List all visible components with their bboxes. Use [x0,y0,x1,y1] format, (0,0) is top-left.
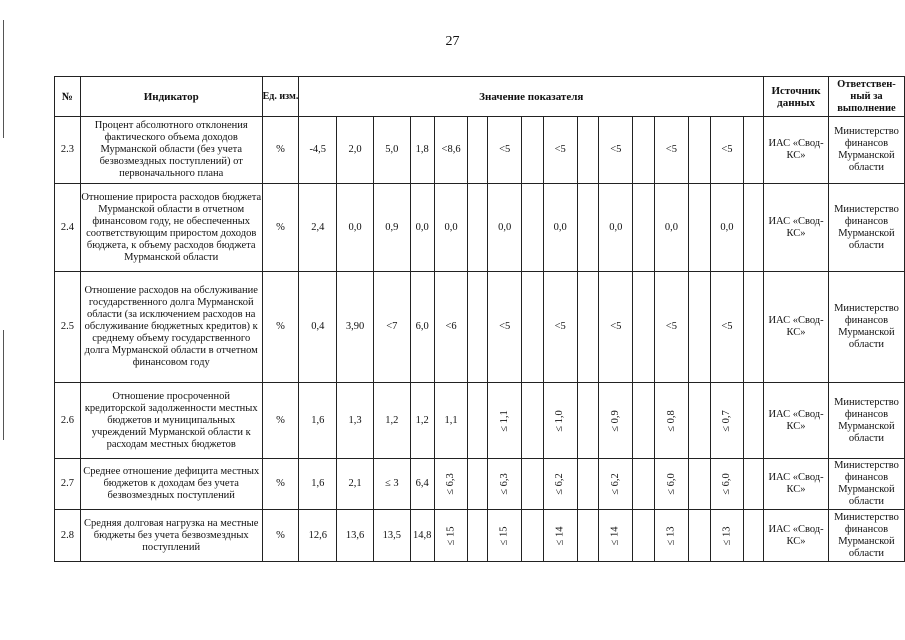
value-text: ≤ 0,8 [665,409,677,432]
value-cell: 1,2 [410,383,434,459]
value-cell [688,184,710,272]
value-text: ≤ 6,0 [720,473,732,495]
responsible-cell: Министерство финансов Мурманской области [828,272,904,383]
value-cell [633,383,655,459]
table-header-row [55,77,905,117]
value-cell: <5 [543,272,577,383]
table-row [55,510,905,562]
responsible-cell: Министерство финансов Мурманской области [828,184,904,272]
value-cell [488,510,522,562]
value-text: ≤ 1,1 [498,409,510,432]
value-cell: 0,0 [337,184,374,272]
row-number: 2.5 [55,272,81,383]
value-text: ≤ 0,9 [609,409,621,432]
value-cell [468,272,488,383]
value-cell [688,510,710,562]
value-cell [688,272,710,383]
value-cell: 13,6 [337,510,374,562]
col-header-source: Источник данных [764,77,829,117]
source-cell: ИАС «Свод-КС» [764,117,829,184]
unit-cell: % [262,459,299,510]
value-cell: 0,4 [299,272,337,383]
indicator-name: Отношение прироста расходов бюджета Мурманской области в отчетном финансовом году, не обеспеченных соответствующим приростом доходов бюджета, к объему расходов бюджета Мурманской области [80,184,262,272]
value-cell: 1,1 [434,383,468,459]
unit-cell: % [262,184,299,272]
table-row [55,117,905,184]
value-cell [577,383,599,459]
value-cell: 2,4 [299,184,337,272]
col-header-unit: Ед. изм. [262,77,299,117]
value-cell: <5 [654,272,688,383]
indicator-name: Процент абсолютного отклонения фактического объема доходов Мурманской области (без учета безвозмездных поступлений) от первоначального плана [80,117,262,184]
value-cell [599,383,633,459]
responsible-cell: Министерство финансов Мурманской области [828,117,904,184]
value-cell: <5 [710,117,744,184]
left-margin-rule [3,330,4,440]
value-text: ≤ 0,7 [720,409,732,432]
value-cell: <5 [543,117,577,184]
value-text: ≤ 6,3 [498,473,510,495]
value-cell: <5 [710,272,744,383]
value-cell [633,272,655,383]
value-text: ≤ 6,3 [445,473,457,495]
value-cell: 0,0 [410,184,434,272]
unit-cell: % [262,510,299,562]
value-cell [522,383,544,459]
value-cell: 1,6 [299,383,337,459]
value-text: ≤ 6,0 [665,473,677,495]
responsible-cell: Министерство финансов Мурманской области [828,510,904,562]
unit-cell: % [262,272,299,383]
value-cell: 0,0 [710,184,744,272]
value-cell: 2,0 [337,117,374,184]
value-cell: 6,0 [410,272,434,383]
value-text: ≤ 13 [720,526,732,545]
value-cell: 0,0 [434,184,468,272]
value-cell: 1,2 [373,383,410,459]
value-cell [488,459,522,510]
value-cell [744,272,764,383]
source-cell: ИАС «Свод-КС» [764,510,829,562]
value-cell: <5 [599,117,633,184]
row-number: 2.4 [55,184,81,272]
value-cell [577,117,599,184]
value-cell [577,184,599,272]
value-text: ≤ 13 [665,526,677,545]
value-cell [710,510,744,562]
value-text: ≤ 6,2 [554,473,566,495]
value-cell [710,459,744,510]
value-cell [468,459,488,510]
row-number: 2.6 [55,383,81,459]
responsible-cell: Министерство финансов Мурманской области [828,383,904,459]
value-cell: 3,90 [337,272,374,383]
value-cell [654,510,688,562]
value-cell [744,117,764,184]
value-cell: 14,8 [410,510,434,562]
value-cell: 1,3 [337,383,374,459]
source-cell: ИАС «Свод-КС» [764,383,829,459]
value-cell [488,383,522,459]
responsible-cell: Министерство финансов Мурманской области [828,459,904,510]
value-cell: 2,1 [337,459,374,510]
value-cell: 1,6 [299,459,337,510]
value-cell [744,184,764,272]
value-cell [577,272,599,383]
col-header-responsible: Ответствен-ный за выполнение [828,77,904,117]
value-cell [434,510,468,562]
value-cell [599,510,633,562]
col-header-value: Значение показателя [299,77,764,117]
row-number: 2.7 [55,459,81,510]
value-cell [688,459,710,510]
value-cell [522,184,544,272]
value-cell [522,510,544,562]
value-cell [654,383,688,459]
unit-cell: % [262,383,299,459]
value-cell [710,383,744,459]
value-cell: 0,9 [373,184,410,272]
value-cell: 1,8 [410,117,434,184]
value-cell [744,383,764,459]
value-cell [543,459,577,510]
value-cell: 13,5 [373,510,410,562]
table-row [55,459,905,510]
table-row [55,184,905,272]
row-number: 2.3 [55,117,81,184]
value-cell [599,459,633,510]
value-cell [633,184,655,272]
value-cell: 0,0 [654,184,688,272]
value-cell [577,459,599,510]
value-cell: <7 [373,272,410,383]
value-cell: 0,0 [599,184,633,272]
value-cell: 0,0 [488,184,522,272]
value-text: ≤ 14 [609,526,621,545]
value-cell [468,184,488,272]
table-row [55,272,905,383]
col-header-num: № [55,77,81,117]
value-cell [744,510,764,562]
table-row [55,383,905,459]
value-cell [744,459,764,510]
value-cell [543,510,577,562]
value-text: ≤ 15 [498,526,510,545]
value-cell [522,459,544,510]
page-number: 27 [445,34,460,49]
value-cell [577,510,599,562]
value-cell: -4,5 [299,117,337,184]
indicator-name: Отношение просроченной кредиторской задолженности местных бюджетов и муниципальных учреждений Мурманской области к расходам местных бюджетов [80,383,262,459]
value-cell [633,459,655,510]
value-cell [633,117,655,184]
value-cell [468,510,488,562]
value-cell: <5 [599,272,633,383]
value-cell: 0,0 [543,184,577,272]
value-cell [468,383,488,459]
indicator-name: Средняя долговая нагрузка на местные бюджеты без учета безвозмездных поступлений [80,510,262,562]
value-cell: <5 [654,117,688,184]
source-cell: ИАС «Свод-КС» [764,272,829,383]
col-header-indicator: Индикатор [80,77,262,117]
value-cell [434,459,468,510]
value-text: ≤ 15 [445,526,457,545]
indicator-name: Среднее отношение дефицита местных бюджетов к доходам без учета безвозмездных поступлений [80,459,262,510]
row-number: 2.8 [55,510,81,562]
value-cell [654,459,688,510]
indicator-name: Отношение расходов на обслуживание государственного долга Мурманской области (за исключением расходов на обслуживание бюджетных кредитов) к среднему объему государственного долга Мурманской области в отчетном финансовом году [80,272,262,383]
value-cell [688,117,710,184]
value-cell [633,510,655,562]
source-cell: ИАС «Свод-КС» [764,184,829,272]
value-cell: <6 [434,272,468,383]
value-text: ≤ 6,2 [609,473,621,495]
unit-cell: % [262,117,299,184]
value-cell: <8,6 [434,117,468,184]
value-cell [522,272,544,383]
value-cell [468,117,488,184]
value-text: ≤ 14 [554,526,566,545]
value-cell: 6,4 [410,459,434,510]
value-cell: <5 [488,272,522,383]
value-cell: <5 [488,117,522,184]
source-cell: ИАС «Свод-КС» [764,459,829,510]
value-cell [522,117,544,184]
value-text: ≤ 1,0 [554,409,566,432]
value-cell: 12,6 [299,510,337,562]
value-cell [543,383,577,459]
left-margin-rule [3,20,4,138]
value-cell: ≤ 3 [373,459,410,510]
value-cell [688,383,710,459]
indicators-table [54,76,905,562]
value-cell: 5,0 [373,117,410,184]
